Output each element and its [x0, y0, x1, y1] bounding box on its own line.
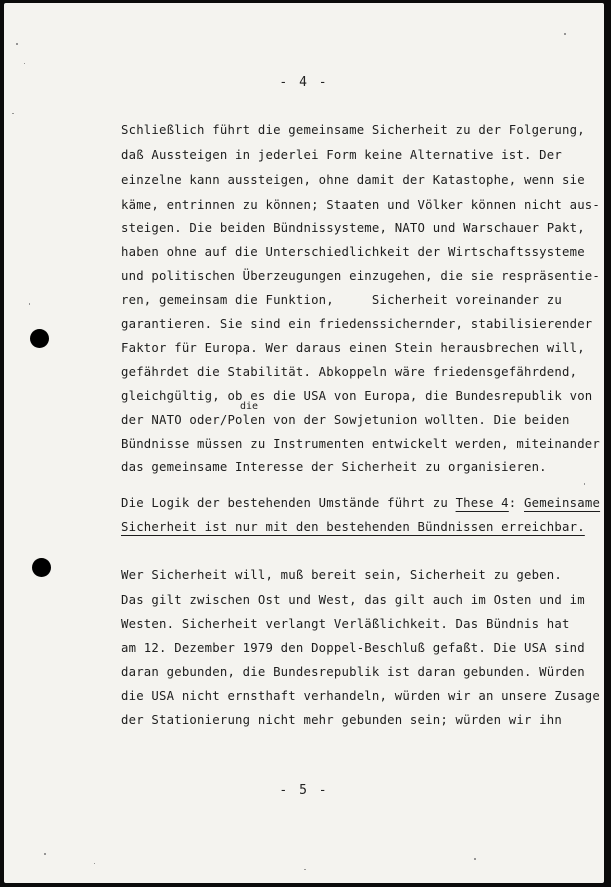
scan-speck	[564, 33, 566, 35]
text-line: steigen. Die beiden Bündnissysteme, NATO und Warschauer Pakt,	[121, 221, 585, 235]
punch-hole-bottom	[32, 558, 51, 577]
text-line: ren, gemeinsam die Funktion, Sicherheit voreinander zu	[121, 293, 562, 307]
scan-speck	[44, 853, 46, 855]
document-page	[4, 3, 604, 883]
text-line: das gemeinsame Interesse der Sicherheit zu organisieren.	[121, 460, 547, 474]
page-number-top: - 4 -	[279, 75, 329, 90]
text-line: daran gebunden, die Bundesrepublik ist daran gebunden. Würden	[121, 665, 585, 679]
text-line: am 12. Dezember 1979 den Doppel-Beschluß gefaßt. Die USA sind	[121, 641, 585, 655]
scan-speck	[29, 303, 30, 305]
thesis-label: These 4	[455, 496, 509, 510]
scan-speck	[474, 858, 476, 860]
thesis-colon: :	[508, 496, 525, 510]
punch-hole-top	[30, 329, 49, 348]
text-line: Bündnisse müssen zu Instrumenten entwickelt werden, miteinander	[121, 437, 601, 451]
scan-speck	[12, 113, 14, 114]
thesis-statement-start: Gemeinsame	[524, 496, 601, 510]
text-line: der NATO oder/Polen von der Sowjetunion wollten. Die beiden	[121, 413, 570, 427]
text-line: die USA nicht ernsthaft verhandeln, würden wir an unsere Zusage	[121, 689, 601, 703]
handwritten-insert: die	[240, 401, 259, 412]
thesis-line	[121, 496, 600, 510]
scan-speck	[24, 63, 25, 64]
text-line: gleichgültig, ob es die USA von Europa, die Bundesrepublik von	[121, 389, 593, 403]
page-number-bottom: - 5 -	[279, 783, 329, 798]
thesis-intro: Die Logik der bestehenden Umstände führt zu	[121, 496, 456, 510]
text-line: der Stationierung nicht mehr gebunden sein; würden wir ihn	[121, 713, 562, 727]
scan-speck	[304, 869, 306, 870]
text-line: daß Aussteigen in jederlei Form keine Alternative ist. Der	[121, 148, 562, 162]
text-line: gefährdet die Stabilität. Abkoppeln wäre friedensgefährdend,	[121, 365, 578, 379]
text-line: Das gilt zwischen Ost und West, das gilt auch im Osten und im	[121, 593, 585, 607]
text-line: Schließlich führt die gemeinsame Sicherheit zu der Folgerung,	[121, 123, 585, 137]
text-line: Faktor für Europa. Wer daraus einen Stein herausbrechen will,	[121, 341, 585, 355]
text-line: und politischen Überzeugungen einzugehen, die sie respräsentie-	[121, 269, 601, 283]
text-line: Westen. Sicherheit verlangt Verläßlichkeit. Das Bündnis hat	[121, 617, 570, 631]
scan-speck	[16, 43, 18, 45]
text-line: einzelne kann aussteigen, ohne damit der Katastophe, wenn sie	[121, 173, 585, 187]
text-line: Wer Sicherheit will, muß bereit sein, Sicherheit zu geben.	[121, 568, 562, 582]
scan-speck	[584, 483, 585, 485]
text-line: garantieren. Sie sind ein friedenssichernder, stabilisierender	[121, 317, 593, 331]
text-line: käme, entrinnen zu können; Staaten und Völker können nicht aus-	[121, 198, 601, 212]
scan-speck	[94, 863, 95, 864]
text-line: haben ohne auf die Unterschiedlichkeit der Wirtschaftssysteme	[121, 245, 585, 259]
thesis-statement-line: Sicherheit ist nur mit den bestehenden Bündnissen erreichbar.	[121, 520, 585, 534]
